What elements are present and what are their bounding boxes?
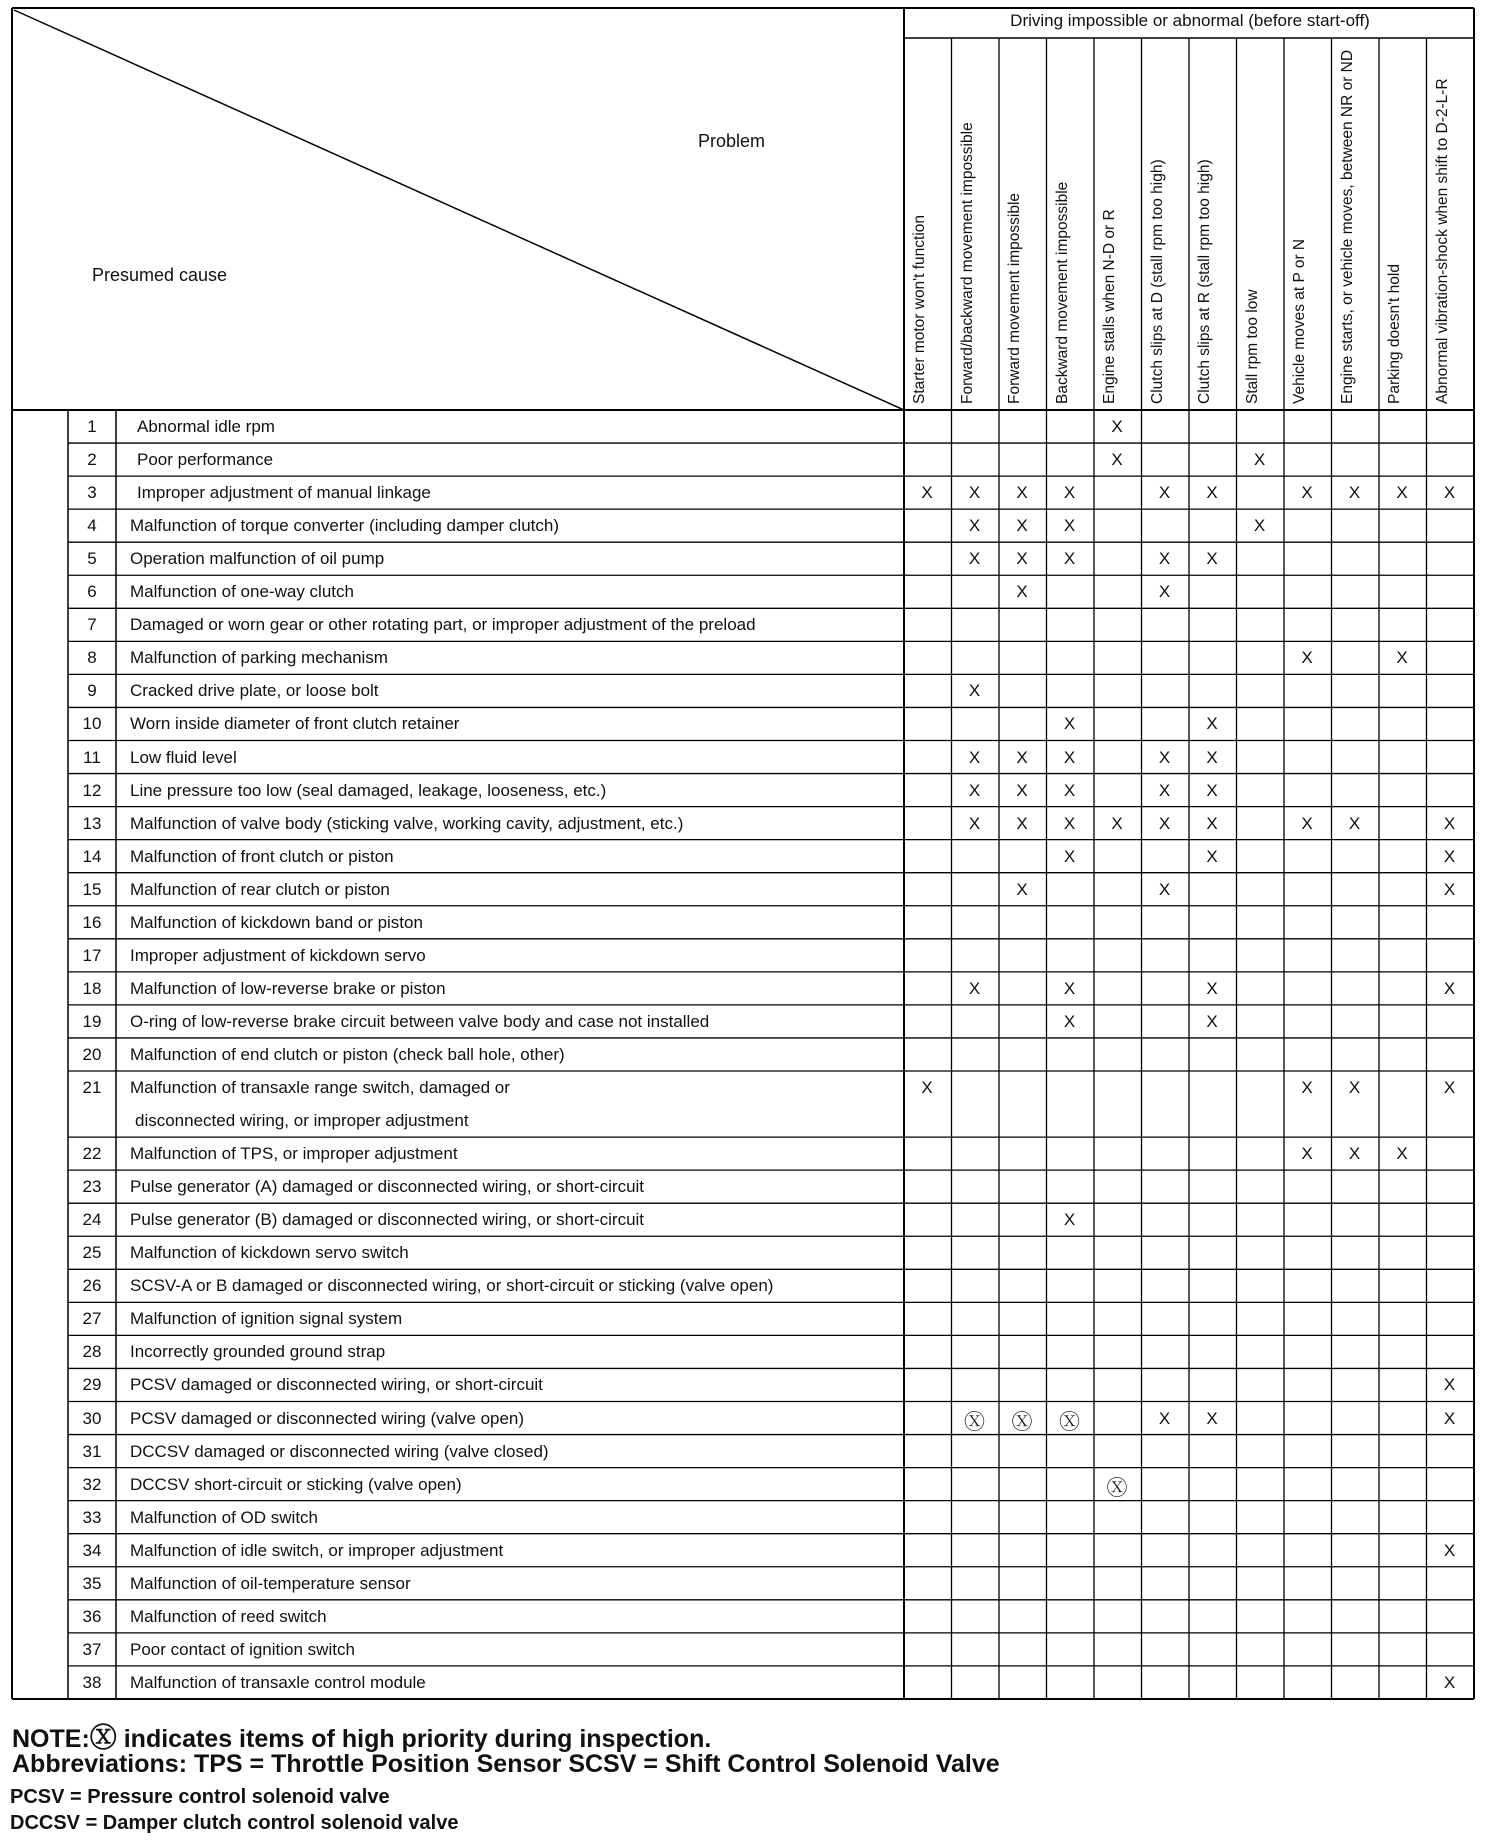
x-mark: X <box>1158 747 1171 767</box>
symptom-header: Forward movement impossible <box>1006 192 1023 404</box>
row-number: 30 <box>82 1408 102 1428</box>
row-number: 18 <box>82 978 102 998</box>
x-mark: X <box>1063 483 1076 503</box>
x-mark: X <box>1206 978 1218 998</box>
x-mark: X <box>1063 1011 1076 1031</box>
x-mark: X <box>921 1078 933 1097</box>
cause-text: Malfunction of ignition signal system <box>130 1309 403 1329</box>
x-mark: X <box>1443 879 1456 899</box>
symptom-header: Abnormal vibration-shock when shift to D-2-L-R <box>1433 78 1451 404</box>
x-mark: X <box>1253 516 1266 536</box>
x-mark: X <box>1016 516 1028 536</box>
cause-text: DCCSV short-circuit or sticking (valve open) <box>130 1474 462 1494</box>
priority-mark-icon: Ⓧ <box>1059 1410 1080 1434</box>
cause-text: Pulse generator (A) damaged or disconnected wiring, or short-circuit <box>130 1177 645 1197</box>
cause-text: Malfunction of rear clutch or piston <box>130 879 390 899</box>
note-prefix: NOTE: <box>12 1725 90 1753</box>
cause-text: Malfunction of valve body (sticking valve, working cavity, adjustment, etc.) <box>130 813 684 833</box>
cause-text: Malfunction of transaxle control module <box>130 1672 426 1692</box>
cause-text: Abnormal idle rpm <box>137 417 275 436</box>
cause-text: Malfunction of OD switch <box>130 1507 319 1527</box>
x-mark: X <box>1016 483 1028 503</box>
cause-text: Malfunction of kickdown servo switch <box>130 1243 409 1263</box>
x-mark: X <box>1063 1210 1076 1230</box>
cause-text: PCSV damaged or disconnected wiring (valve open) <box>130 1408 525 1428</box>
row-number: 5 <box>87 549 97 569</box>
group-title: Driving impossible or abnormal (before start-off) <box>1010 11 1370 30</box>
x-mark: X <box>1301 1078 1313 1097</box>
row-number: 21 <box>82 1078 102 1097</box>
x-mark: X <box>1396 483 1408 503</box>
x-mark: X <box>1063 813 1076 833</box>
cause-text: Malfunction of front clutch or piston <box>130 846 394 866</box>
x-mark: X <box>968 483 981 503</box>
row-number: 17 <box>82 945 102 965</box>
symptom-header: Backward movement impossible <box>1053 181 1071 404</box>
row-number: 12 <box>82 780 102 800</box>
x-mark: X <box>1206 549 1218 569</box>
cause-text: Poor contact of ignition switch <box>130 1639 355 1659</box>
cause-text: PCSV damaged or disconnected wiring, or short-circuit <box>130 1375 543 1395</box>
row-number: 6 <box>87 582 97 602</box>
cause-text: Incorrectly grounded ground strap <box>130 1342 386 1362</box>
row-number: 28 <box>82 1342 102 1362</box>
cause-text: Malfunction of low-reverse brake or piston <box>130 978 446 998</box>
x-mark: X <box>1111 813 1123 833</box>
x-mark: X <box>1443 483 1456 503</box>
row-number: 37 <box>82 1639 102 1659</box>
x-mark: X <box>1301 483 1313 503</box>
pcsv-definition: PCSV = Pressure control solenoid valve <box>10 1786 390 1808</box>
x-mark: X <box>1348 1078 1361 1097</box>
x-mark: X <box>1158 1408 1171 1428</box>
cause-text: Operation malfunction of oil pump <box>130 549 385 569</box>
row-number: 16 <box>82 912 102 932</box>
x-mark: X <box>1158 813 1171 833</box>
cause-text: Malfunction of kickdown band or piston <box>130 912 423 932</box>
row-number: 8 <box>87 648 97 668</box>
x-mark: X <box>1396 1144 1408 1164</box>
x-mark: X <box>968 747 981 767</box>
x-mark: X <box>1396 648 1408 668</box>
x-mark: X <box>1158 879 1171 899</box>
cause-text: Malfunction of transaxle range switch, damaged or <box>130 1078 510 1097</box>
x-mark: X <box>1443 978 1456 998</box>
cause-text: Pulse generator (B) damaged or disconnected wiring, or short-circuit <box>130 1210 645 1230</box>
x-mark: X <box>1206 747 1218 767</box>
presumed-cause-label: Presumed cause <box>92 265 228 285</box>
symptom-header: Clutch slips at R (stall rpm too high) <box>1196 159 1213 404</box>
row-number: 29 <box>82 1375 102 1395</box>
x-mark: X <box>1111 450 1123 470</box>
x-mark: X <box>1158 582 1171 602</box>
row-number: 3 <box>87 483 97 503</box>
row-number: 25 <box>82 1243 102 1263</box>
cause-text: Poor performance <box>137 450 274 470</box>
symptom-header: Engine stalls when N-D or R <box>1101 209 1118 404</box>
row-number: 7 <box>87 615 97 635</box>
x-mark: X <box>921 483 933 503</box>
x-mark: X <box>1016 879 1028 899</box>
x-mark: X <box>1301 1144 1313 1164</box>
symptom-header: Engine starts, or vehicle moves, between NR or ND <box>1338 49 1356 404</box>
dccsv-definition: DCCSV = Damper clutch control solenoid valve <box>10 1812 459 1834</box>
x-mark: X <box>968 978 981 998</box>
cause-text: Malfunction of end clutch or piston (check ball hole, other) <box>130 1044 565 1064</box>
cause-text: Malfunction of one-way clutch <box>130 582 354 602</box>
x-mark: X <box>1016 582 1028 602</box>
symptom-header: Stall rpm too low <box>1243 289 1261 404</box>
x-mark: X <box>1443 846 1456 866</box>
x-mark: X <box>1063 846 1076 866</box>
row-number: 34 <box>82 1540 102 1560</box>
row-number: 33 <box>82 1507 102 1527</box>
row-number: 27 <box>82 1309 102 1329</box>
symptom-header: Clutch slips at D (stall rpm too high) <box>1148 159 1166 404</box>
row-number: 2 <box>87 450 97 470</box>
x-mark: X <box>1206 846 1218 866</box>
priority-mark-icon: Ⓧ <box>964 1410 985 1434</box>
x-mark: X <box>1016 549 1028 569</box>
x-mark: X <box>1063 747 1076 767</box>
cause-text: Malfunction of reed switch <box>130 1606 327 1626</box>
cause-text: DCCSV damaged or disconnected wiring (valve closed) <box>130 1441 549 1461</box>
row-number: 26 <box>82 1276 102 1296</box>
symptom-header: Parking doesn't hold <box>1386 264 1403 404</box>
row-number: 10 <box>82 714 102 734</box>
cause-text-continued: disconnected wiring, or improper adjustment <box>135 1111 469 1131</box>
priority-mark-icon: Ⓧ <box>1011 1410 1033 1434</box>
row-number: 15 <box>82 879 102 899</box>
x-mark: X <box>1158 483 1171 503</box>
row-number: 22 <box>82 1144 102 1164</box>
cause-text: Malfunction of TPS, or improper adjustment <box>130 1144 458 1164</box>
x-mark: X <box>1348 483 1361 503</box>
row-number: 23 <box>82 1177 102 1197</box>
x-mark: X <box>1348 1144 1361 1164</box>
cause-text: Damaged or worn gear or other rotating part, or improper adjustment of the preload <box>130 615 756 635</box>
row-number: 11 <box>83 747 101 767</box>
row-number: 20 <box>82 1044 102 1064</box>
cause-text: SCSV-A or B damaged or disconnected wiring, or short-circuit or sticking (valve open) <box>130 1276 774 1296</box>
row-number: 4 <box>87 516 97 536</box>
x-mark: X <box>1206 813 1218 833</box>
x-mark: X <box>1206 780 1218 800</box>
x-mark: X <box>968 780 981 800</box>
x-mark: X <box>1443 1672 1456 1692</box>
x-mark: X <box>1063 978 1076 998</box>
row-number: 14 <box>82 846 102 866</box>
note-text: indicates items of high priority during inspection. <box>123 1725 712 1753</box>
x-mark: X <box>1443 1540 1456 1560</box>
x-mark: X <box>1443 813 1456 833</box>
x-mark: X <box>1158 549 1171 569</box>
row-number: 35 <box>82 1573 102 1593</box>
x-mark: X <box>968 516 981 536</box>
x-mark: X <box>1301 648 1313 668</box>
x-mark: X <box>1206 714 1218 734</box>
row-number: 24 <box>82 1210 102 1230</box>
x-mark: X <box>1206 483 1218 503</box>
priority-symbol-icon: Ⓧ <box>89 1723 117 1753</box>
problem-label: Problem <box>698 131 766 151</box>
x-mark: X <box>968 681 981 701</box>
cause-text: Cracked drive plate, or loose bolt <box>130 681 379 701</box>
x-mark: X <box>1063 516 1076 536</box>
abbreviations-line: Abbreviations: TPS = Throttle Position Sensor SCSV = Shift Control Solenoid Valve <box>12 1750 1000 1778</box>
x-mark: X <box>1206 1408 1218 1428</box>
cause-text: Improper adjustment of manual linkage <box>137 483 431 503</box>
row-number: 9 <box>87 681 97 701</box>
x-mark: X <box>1206 1011 1218 1031</box>
x-mark: X <box>1348 813 1361 833</box>
x-mark: X <box>1016 780 1028 800</box>
row-number: 38 <box>82 1672 102 1692</box>
row-number: 36 <box>82 1606 102 1626</box>
x-mark: X <box>968 813 981 833</box>
x-mark: X <box>1253 450 1266 470</box>
x-mark: X <box>1443 1375 1456 1395</box>
row-number: 31 <box>82 1441 102 1461</box>
x-mark: X <box>1063 714 1076 734</box>
x-mark: X <box>1016 813 1028 833</box>
symptom-header: Forward/backward movement impossible <box>958 122 976 404</box>
cause-text: Improper adjustment of kickdown servo <box>130 945 426 965</box>
header-diagonal <box>14 10 904 410</box>
x-mark: X <box>968 549 981 569</box>
symptom-header: Vehicle moves at P or N <box>1291 238 1308 404</box>
cause-text: Low fluid level <box>130 747 237 767</box>
cause-text: Malfunction of parking mechanism <box>130 648 388 668</box>
x-mark: X <box>1443 1078 1456 1097</box>
cause-text: Malfunction of idle switch, or improper adjustment <box>130 1540 504 1560</box>
row-number: 32 <box>82 1474 102 1494</box>
x-mark: X <box>1158 780 1171 800</box>
x-mark: X <box>1016 747 1028 767</box>
cause-text: Malfunction of torque converter (including damper clutch) <box>130 516 559 536</box>
cause-text: O-ring of low-reverse brake circuit between valve body and case not installed <box>130 1011 710 1031</box>
row-number: 13 <box>82 813 102 833</box>
x-mark: X <box>1443 1408 1456 1428</box>
row-number: 19 <box>82 1011 102 1031</box>
x-mark: X <box>1063 780 1076 800</box>
cause-text: Line pressure too low (seal damaged, leakage, looseness, etc.) <box>130 780 607 800</box>
cause-text: Worn inside diameter of front clutch retainer <box>130 714 460 734</box>
row-number: 1 <box>87 417 97 436</box>
cause-text: Malfunction of oil-temperature sensor <box>130 1573 411 1593</box>
priority-mark-icon: Ⓧ <box>1106 1476 1128 1500</box>
x-mark: X <box>1301 813 1313 833</box>
x-mark: X <box>1063 549 1076 569</box>
symptom-header: Starter motor won't function <box>911 214 928 404</box>
x-mark: X <box>1111 417 1123 436</box>
